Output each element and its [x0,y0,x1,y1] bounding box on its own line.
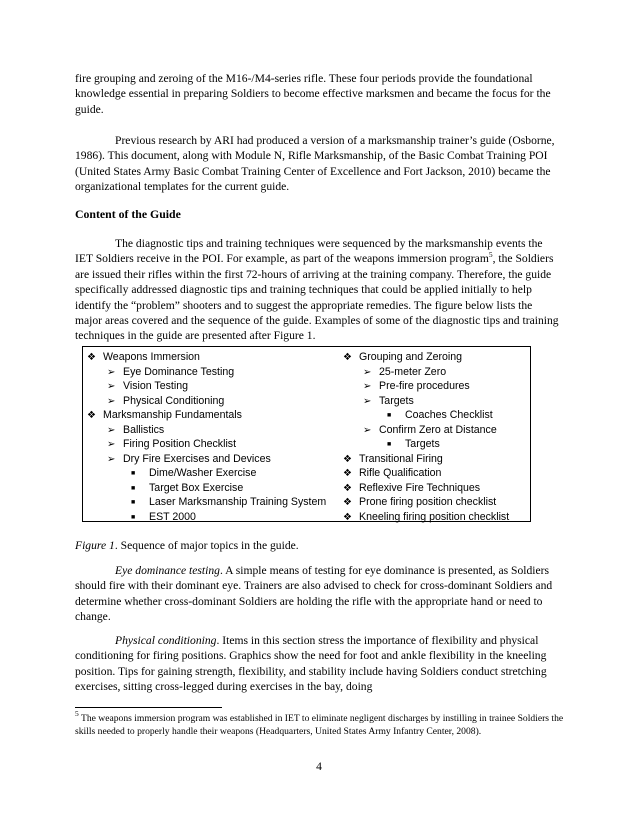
figure-topic-list [82,346,531,522]
arrow-bullet-icon: ➢ [363,424,372,436]
paragraph-intro [75,71,561,117]
paragraph-eye-dominance [75,563,561,625]
paragraph-lead: Physical conditioning [115,634,217,647]
topic-item-level-1 [87,350,337,365]
topic-item-level-2 [343,394,529,409]
topic-item-level-1 [343,350,529,365]
topic-item-label: Pre-fire procedures [379,380,470,392]
arrow-bullet-icon: ➢ [363,366,372,378]
topic-item-label: 25-meter Zero [379,365,447,378]
topic-item-label: Targets [405,438,440,450]
caption-text: . Sequence of major topics in the guide. [114,539,299,552]
topic-item-level-3 [87,495,337,510]
footnote-text: The weapons immersion program was established in IET to eliminate negligent discharges by instilling in trainee Soldiers the skills needed to properly handle their weapons (Headquarters, United States Army Infantry Center, 2008). [75,713,564,738]
square-bullet-icon: ■ [131,484,136,492]
square-bullet-icon: ■ [131,470,136,477]
topic-item-label: Physical Conditioning [123,394,225,407]
topic-item-label: Firing Position Checklist [123,438,237,450]
footnote-divider [75,707,222,708]
footnote [75,709,565,739]
topic-item-label: Targets [379,394,414,407]
topic-item-level-2 [87,452,337,467]
topic-item-label: Confirm Zero at Distance [379,423,497,436]
topic-item-label: Dime/Washer Exercise [149,467,257,479]
arrow-bullet-icon: ➢ [363,395,372,407]
topic-item-label: Ballistics [123,423,165,436]
square-bullet-icon: ■ [131,499,136,506]
arrow-bullet-icon: ➢ [107,395,116,407]
topic-item-level-2 [343,379,529,394]
paragraph-text: . Items in this section stress the importance of flexibility and physical conditioning for firing positions. Graphics show the need for foot and ankle flexibility in the kneeling position. Tips for gaining strength, flexibility, and stability include having Soldiers conduct stretching exercises, sitting cross-legged during exercises in the bay, doing [75,634,547,694]
topic-item-level-2 [343,423,529,438]
square-bullet-icon: ■ [387,441,392,448]
topic-item-level-2 [87,394,337,409]
topic-item-label: Rifle Qualification [359,467,442,479]
topic-item-level-2 [343,365,529,380]
square-bullet-icon: ■ [131,513,136,521]
topic-item-level-2 [87,437,337,452]
topic-item-level-3 [343,408,529,423]
topic-item-label: Reflexive Fire Techniques [359,481,481,494]
diamond-bullet-icon: ❖ [343,352,352,363]
topic-column-right [343,350,529,524]
arrow-bullet-icon: ➢ [363,381,372,392]
topic-item-label: Prone firing position checklist [359,496,497,508]
topic-item-level-1 [343,466,529,481]
diamond-bullet-icon: ❖ [343,482,352,494]
topic-item-level-2 [87,365,337,380]
arrow-bullet-icon: ➢ [107,424,116,436]
figure-label: Figure 1 [75,539,115,552]
topic-item-label: Vision Testing [123,380,188,392]
topic-item-label: Laser Marksmanship Training System [149,496,327,508]
topic-item-level-2 [87,379,337,394]
paragraph-lead: Eye dominance testing [115,564,220,577]
arrow-bullet-icon: ➢ [107,439,116,450]
paragraph-physical-conditioning [75,633,561,695]
paragraph-text: Previous research by ARI had produced a version of a marksmanship trainer’s guide (Osborne, 1986). This document, along with Module N, Rifle Marksmanship, of the Basic Combat Training POI (United States Army Basic Combat Training Center of Excellence and Fort Jackson, 2010) became the organizational templates for the current guide. [75,134,555,194]
page-number: 4 [316,760,322,773]
diamond-bullet-icon: ❖ [343,468,352,479]
topic-item-label: EST 2000 [149,510,196,523]
topic-column-left [87,350,337,524]
topic-item-label: Weapons Immersion [103,351,200,363]
figure-caption [75,539,299,552]
paragraph-diagnostic-tips [75,236,561,344]
topic-item-level-1 [343,510,529,525]
diamond-bullet-icon: ❖ [343,511,352,523]
topic-item-label: Transitional Firing [359,452,443,465]
topic-item-level-3 [87,466,337,481]
arrow-bullet-icon: ➢ [107,453,116,465]
topic-item-label: Grouping and Zeroing [359,351,463,363]
footnote-number: 5 [75,709,79,718]
paragraph-text: . A simple means of testing for eye dominance is presented, as Soldiers should fire with their dominant eye. Trainers are also advised to check for cross-dominant Soldiers and determine whether cross-dominant Soldiers are holding the rifle with the appropriate hand or need to change. [75,564,553,624]
topic-item-label: Dry Fire Exercises and Devices [123,452,271,465]
paragraph-text: fire grouping and zeroing of the M16-/M4-series rifle. These four periods provide the foundational knowledge essential in preparing Soldiers to become effective marksmen and became the focus for the guide. [75,72,551,116]
topic-item-label: Target Box Exercise [149,481,244,494]
paragraph-previous-research [75,133,561,195]
footnote-reference: 5 [488,250,493,260]
section-heading: Content of the Guide [75,207,181,221]
square-bullet-icon: ■ [387,412,392,419]
diamond-bullet-icon: ❖ [87,352,96,363]
paragraph-text-continued: , the Soldiers are issued their rifles within the first 72-hours of arriving at the training company. Therefore, the guide specifically addressed diagnostic tips and training techniques that could be applied initially to help identify the “problem” shooters and to suggest the appropriate remedies. The figure below lists the major areas covered and the sequence of the guide. Examples of some of the diagnostic tips and training techniques in the guide are presented after Figure 1. [75,252,559,343]
arrow-bullet-icon: ➢ [107,366,116,378]
paragraph-text: The diagnostic tips and training techniques were sequenced by the marksmanship events the IET Soldiers receive in the POI. For example, as part of the weapons immersion program [75,237,543,266]
arrow-bullet-icon: ➢ [107,381,116,392]
topic-item-label: Kneeling firing position checklist [359,510,510,523]
topic-item-level-3 [87,481,337,496]
diamond-bullet-icon: ❖ [87,410,96,421]
topic-item-level-1 [343,495,529,510]
topic-item-level-2 [87,423,337,438]
diamond-bullet-icon: ❖ [343,453,352,465]
topic-item-level-1 [87,408,337,423]
topic-item-level-1 [343,452,529,467]
topic-item-label: Coaches Checklist [405,409,493,421]
topic-item-level-1 [343,481,529,496]
topic-item-level-3 [343,437,529,452]
topic-item-label: Marksmanship Fundamentals [103,409,242,421]
topic-item-label: Eye Dominance Testing [123,365,235,378]
diamond-bullet-icon: ❖ [343,497,352,508]
topic-item-level-3 [87,510,337,525]
